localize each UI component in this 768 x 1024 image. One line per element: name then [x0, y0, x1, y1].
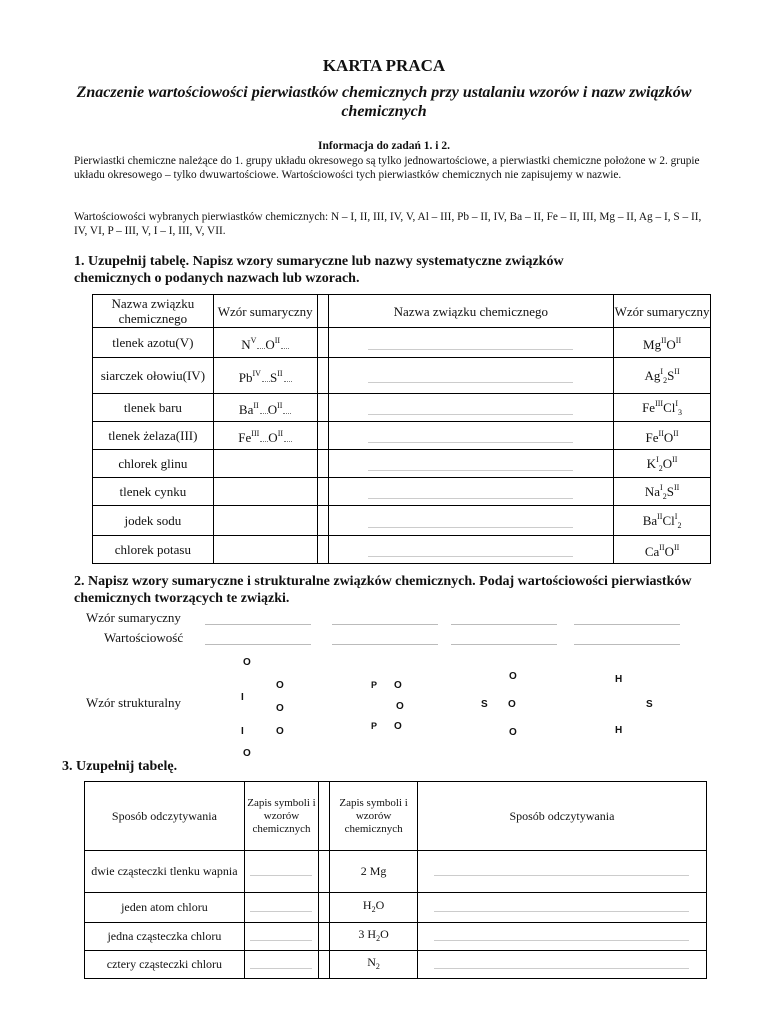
- formula-given: [614, 422, 711, 450]
- answer-line[interactable]: [368, 432, 573, 443]
- answer-line[interactable]: [574, 624, 680, 625]
- valence: II: [277, 401, 283, 410]
- element-symbol: O: [267, 402, 278, 417]
- atom-i: I: [241, 692, 244, 703]
- t1-header-formula-right: Wzór sumaryczny: [614, 295, 711, 328]
- t3-header-formula-left: Zapis symboli i wzorów chemicznych: [244, 782, 318, 851]
- index-blank[interactable]: [260, 411, 268, 414]
- atom-o: O: [509, 727, 517, 738]
- name-answer-cell[interactable]: [328, 536, 614, 564]
- answer-line[interactable]: [434, 863, 689, 876]
- page-subtitle: Znaczenie wartościowości pierwiastków chemicznych przy ustalaniu wzorów i nazw związków chemicznych: [76, 84, 692, 120]
- formula-given: [614, 328, 711, 358]
- compound-name: chlorek potasu: [93, 536, 214, 564]
- atom-o: O: [508, 699, 516, 710]
- atom-o: O: [396, 701, 404, 712]
- answer-line[interactable]: [451, 624, 557, 625]
- element-symbol: Cl: [662, 512, 675, 528]
- answer-line[interactable]: [574, 644, 680, 645]
- name-answer-cell[interactable]: [328, 506, 614, 536]
- answer-line[interactable]: [368, 460, 573, 471]
- element-symbol: Fe: [645, 430, 659, 445]
- element-symbol: Fe: [238, 430, 252, 445]
- index: 2: [662, 491, 667, 501]
- task1-heading: 1. Uzupełnij tabelę. Napisz wzory sumaryczne lub nazwy systematyczne związków chemicznych o podanych nazwach lub wzorach.: [74, 254, 564, 286]
- element-symbol: Ba: [238, 402, 254, 417]
- formula-given: [614, 394, 711, 422]
- table-row: [93, 422, 711, 450]
- atom-o: O: [276, 703, 284, 714]
- index-blank[interactable]: [283, 411, 291, 414]
- formula-cell[interactable]: [213, 450, 317, 478]
- valences-text: Wartościowości wybranych pierwiastków chemicznych: N – I, II, III, IV, V, Al – III, Pb – II, IV, Ba – II, Fe – II, III, Mg – II, Ag – I, S – II, IV, VI, P – III, V, I – I, III, V, VII.: [74, 211, 702, 237]
- answer-line[interactable]: [205, 644, 311, 645]
- answer-line[interactable]: [434, 928, 689, 941]
- formula-given: [614, 506, 711, 536]
- name-answer-cell[interactable]: [328, 422, 614, 450]
- t3-header-right: Sposób odczytywania: [417, 782, 706, 851]
- reading-answer-cell[interactable]: [417, 951, 706, 979]
- answer-line[interactable]: [451, 644, 557, 645]
- valence: II: [277, 429, 284, 438]
- formula-given: [614, 536, 711, 564]
- task2-label-structural: Wzór strukturalny: [86, 695, 181, 710]
- answer-line[interactable]: [332, 644, 438, 645]
- answer-line[interactable]: [332, 624, 438, 625]
- answer-line[interactable]: [205, 624, 311, 625]
- valence: II: [274, 336, 281, 345]
- formula-given: [614, 478, 711, 506]
- name-answer-cell[interactable]: [328, 478, 614, 506]
- table-row: [85, 923, 707, 951]
- compound-name: tlenek żelaza(III): [93, 422, 214, 450]
- valence: II: [673, 429, 679, 438]
- valence: I: [660, 366, 664, 376]
- valence: II: [277, 369, 283, 378]
- compound-name: tlenek cynku: [93, 478, 214, 506]
- task2-label-formula: Wzór sumaryczny: [86, 610, 181, 625]
- reading-text: jedna cząsteczka chloru: [85, 923, 245, 951]
- valence: I: [660, 482, 663, 492]
- task2-label-valence: Wartościowość: [104, 630, 184, 645]
- formula-given: [614, 358, 711, 394]
- formula-given: [330, 923, 418, 951]
- index: 2: [677, 520, 682, 530]
- element-symbol: S: [667, 367, 675, 383]
- answer-line[interactable]: [368, 404, 573, 415]
- valence: II: [253, 401, 259, 410]
- atom-s: S: [481, 699, 488, 710]
- info-text: Pierwiastki chemiczne należące do 1. grupy układu okresowego są tylko jednowartościowe, a pierwiastki chemiczne położone w 2. grupie układu okresowego – tylko dwuwartościowe. Wartościowości tych pierwiastków chemicznych nie zapisujemy w nazwie.: [74, 155, 700, 181]
- atom-o: O: [276, 726, 284, 737]
- valence: III: [251, 429, 260, 438]
- formula-answer-cell[interactable]: [244, 851, 318, 893]
- formula-cell[interactable]: [213, 394, 317, 422]
- formula-part: H: [362, 898, 372, 912]
- answer-line[interactable]: [250, 863, 312, 876]
- formula-part: 2 Mg: [360, 864, 387, 878]
- valence: II: [661, 336, 667, 345]
- info-heading: Informacja do zadań 1. i 2.: [318, 140, 450, 152]
- atom-p: P: [371, 721, 378, 731]
- formula-answer-cell[interactable]: [244, 951, 318, 979]
- valence: II: [672, 454, 678, 464]
- element-symbol: O: [664, 544, 674, 559]
- element-symbol: Cl: [663, 399, 676, 415]
- reading-answer-cell[interactable]: [417, 893, 706, 923]
- formula-cell[interactable]: [213, 506, 317, 536]
- element-symbol: Fe: [642, 399, 656, 415]
- reading-text: jeden atom chloru: [85, 893, 245, 923]
- table-row: [93, 358, 711, 394]
- formula-cell[interactable]: [213, 422, 317, 450]
- valence: V: [250, 336, 257, 345]
- formula-answer-cell[interactable]: [244, 923, 318, 951]
- element-symbol: O: [265, 337, 275, 352]
- index: 2: [376, 934, 381, 943]
- element-symbol: Ag: [644, 367, 661, 383]
- valence: II: [658, 429, 664, 438]
- table-row: [93, 506, 711, 536]
- index-blank[interactable]: [284, 439, 292, 442]
- formula-given: [330, 951, 418, 979]
- element-symbol: Pb: [238, 370, 253, 385]
- valence: II: [674, 366, 680, 376]
- index: 2: [375, 962, 380, 971]
- element-symbol: O: [662, 455, 673, 471]
- index: 2: [663, 375, 668, 385]
- reading-text: cztery cząsteczki chloru: [85, 951, 245, 979]
- answer-line[interactable]: [250, 956, 312, 969]
- formula-given: [330, 851, 418, 893]
- t1-header-name-right: Nazwa związku chemicznego: [328, 295, 614, 328]
- task3-table: [84, 781, 707, 979]
- t1-header-name-left: Nazwa związku chemicznego: [93, 295, 214, 328]
- atom-i: I: [241, 726, 244, 737]
- valence: II: [657, 511, 663, 521]
- element-symbol: K: [646, 455, 657, 471]
- valence: II: [673, 482, 680, 492]
- formula-cell[interactable]: [213, 478, 317, 506]
- task3-heading: 3. Uzupełnij tabelę.: [62, 759, 178, 774]
- answer-line[interactable]: [250, 899, 312, 912]
- formula-answer-cell[interactable]: [244, 893, 318, 923]
- element-symbol: S: [269, 370, 278, 385]
- answer-line[interactable]: [368, 517, 573, 528]
- reading-answer-cell[interactable]: [417, 923, 706, 951]
- index-blank[interactable]: [281, 346, 289, 349]
- atom-p: P: [371, 680, 378, 690]
- compound-name: tlenek baru: [93, 394, 214, 422]
- page-title: KARTA PRACA: [322, 56, 446, 75]
- formula-part: O: [375, 898, 385, 912]
- formula-cell[interactable]: [213, 328, 317, 358]
- valence: II: [673, 543, 680, 552]
- atom-o: O: [509, 671, 517, 682]
- index: 2: [371, 905, 376, 914]
- valence: IV: [252, 369, 261, 378]
- valence: I: [675, 398, 679, 408]
- answer-line[interactable]: [250, 928, 312, 941]
- reading-answer-cell[interactable]: [417, 851, 706, 893]
- table-row: [93, 394, 711, 422]
- t3-header-left: Sposób odczytywania: [85, 782, 245, 851]
- answer-line[interactable]: [368, 372, 573, 383]
- table-row: [85, 951, 707, 979]
- name-answer-cell[interactable]: [328, 328, 614, 358]
- valence: II: [675, 336, 682, 345]
- table-row: [93, 328, 711, 358]
- task1-table: [92, 294, 711, 564]
- formula-given: [614, 450, 711, 478]
- index: 2: [658, 463, 663, 473]
- formula-part: O: [380, 927, 389, 941]
- table-row: [93, 450, 711, 478]
- name-answer-cell[interactable]: [328, 358, 614, 394]
- answer-line[interactable]: [434, 899, 689, 912]
- answer-line[interactable]: [368, 546, 573, 557]
- formula-cell[interactable]: [213, 536, 317, 564]
- compound-name: siarczek ołowiu(IV): [93, 358, 214, 394]
- element-symbol: Na: [644, 483, 661, 499]
- formula-given: [330, 893, 418, 923]
- atom-o: O: [276, 680, 284, 691]
- answer-line[interactable]: [368, 488, 573, 499]
- reading-text: dwie cząsteczki tlenku wapnia: [85, 851, 245, 893]
- atom-o: O: [394, 680, 402, 691]
- index: 3: [678, 407, 683, 417]
- compound-name: jodek sodu: [93, 506, 214, 536]
- element-symbol: O: [666, 337, 676, 352]
- table-row: [85, 893, 707, 923]
- name-answer-cell[interactable]: [328, 450, 614, 478]
- valence: I: [674, 511, 678, 521]
- t1-header-formula-left: Wzór sumaryczny: [213, 295, 317, 328]
- formula-cell[interactable]: [213, 358, 317, 394]
- atom-h: H: [615, 725, 623, 736]
- element-symbol: Ca: [644, 544, 660, 559]
- t3-header-formula-right: Zapis symboli i wzorów chemicznych: [330, 782, 418, 851]
- compound-name: chlorek glinu: [93, 450, 214, 478]
- element-symbol: Ba: [642, 512, 658, 528]
- answer-line[interactable]: [368, 339, 573, 350]
- valence: III: [655, 398, 664, 408]
- atom-o: O: [243, 657, 251, 668]
- task2-heading: 2. Napisz wzory sumaryczne i strukturalne związków chemicznych. Podaj wartościowości pierwiastków chemicznych tworzących te związki.: [74, 574, 692, 606]
- formula-part: 3 H: [358, 927, 377, 941]
- atom-s: S: [646, 699, 653, 710]
- answer-line[interactable]: [434, 956, 689, 969]
- name-answer-cell[interactable]: [328, 394, 614, 422]
- element-symbol: O: [663, 430, 674, 445]
- index-blank[interactable]: [284, 379, 292, 382]
- table-row: [85, 851, 707, 893]
- element-symbol: O: [268, 430, 278, 445]
- table-row: [93, 478, 711, 506]
- index-blank[interactable]: [262, 379, 270, 382]
- atom-h: H: [615, 674, 623, 685]
- element-symbol: N: [241, 337, 251, 352]
- valence: I: [656, 454, 659, 464]
- formula-part: N: [367, 955, 376, 969]
- element-symbol: S: [666, 483, 674, 499]
- atom-o: O: [394, 721, 402, 732]
- element-symbol: Mg: [643, 337, 662, 352]
- compound-name: tlenek azotu(V): [93, 328, 214, 358]
- atom-o: O: [243, 748, 251, 759]
- valence: II: [659, 543, 665, 552]
- table-row: [93, 536, 711, 564]
